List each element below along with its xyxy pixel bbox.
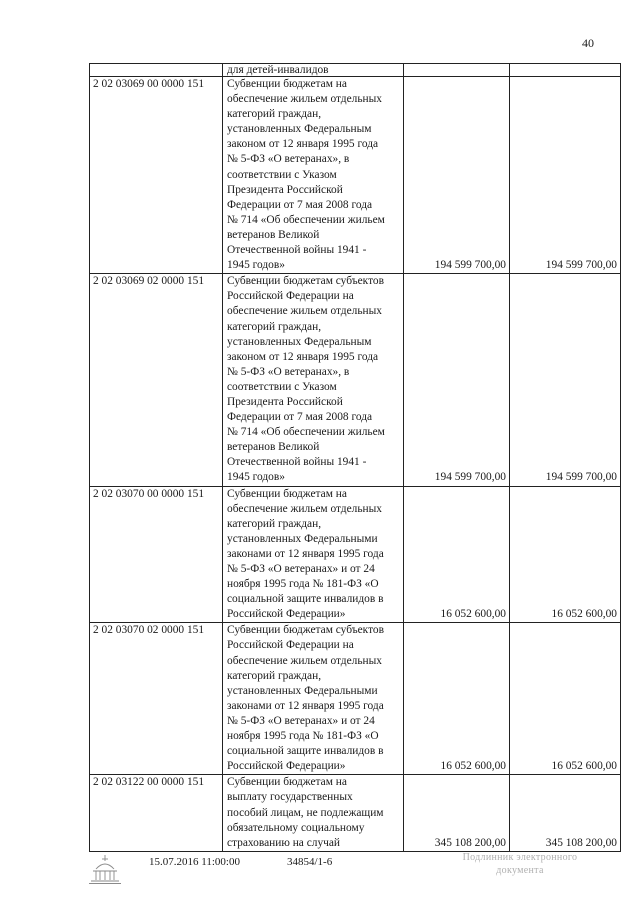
amount-cell: 16 052 600,00 xyxy=(510,623,621,775)
amount-cell: 345 108 200,00 xyxy=(510,775,621,851)
amount-cell xyxy=(404,64,510,77)
watermark-line: Подлинник электронного xyxy=(462,852,578,863)
code-cell: 2 02 03069 02 0000 151 xyxy=(90,274,223,486)
amount-cell: 194 599 700,00 xyxy=(510,274,621,486)
code-cell: 2 02 03070 02 0000 151 xyxy=(90,623,223,775)
amount-cell: 16 052 600,00 xyxy=(404,486,510,623)
document-timestamp: 15.07.2016 11:00:00 xyxy=(149,856,240,868)
name-cell xyxy=(223,623,404,775)
page-footer xyxy=(0,849,640,889)
amount-cell: 16 052 600,00 xyxy=(404,623,510,775)
name-cell xyxy=(223,77,404,274)
row-name: Субвенции бюджетам субъектов Российской Федерации на обеспечение жильем отдельных категорий граждан, установленных Федеральными законами от 12 января 1995 года № 5-ФЗ «О ветеранах» и от 24 ноября 1995 года № 181-ФЗ «О социальной защите инвалидов в Российской Федерации» xyxy=(227,624,384,773)
budget-table xyxy=(89,63,621,852)
row-name: Субвенции бюджетам на выплату государственных пособий лицам, не подлежащим обязательному социальному страхованию на случай xyxy=(227,776,384,849)
document-number: 34854/1-6 xyxy=(287,856,333,868)
amount-cell: 345 108 200,00 xyxy=(404,775,510,851)
code-cell: 2 02 03070 00 0000 151 xyxy=(90,486,223,623)
watermark-line: документа xyxy=(496,865,544,876)
amount-cell: 194 599 700,00 xyxy=(510,77,621,274)
code-cell xyxy=(90,64,223,77)
table-row xyxy=(90,623,621,775)
table-row xyxy=(90,486,621,623)
table-row xyxy=(90,274,621,486)
page-number: 40 xyxy=(582,36,594,50)
row-name: Субвенции бюджетам на обеспечение жильем отдельных категорий граждан, установленных Федеральным законом от 12 января 1995 года № 5-ФЗ «О ветеранах», в соответствии с Указом Президента Российской Федерации от 7 мая 2008 года № 714 «Об обеспечении жильем ветеранов Великой Отечественной войны 1941 - 1945 годов» xyxy=(227,78,385,272)
legislature-building-logo-icon xyxy=(88,853,122,885)
watermark xyxy=(445,851,595,877)
table-row xyxy=(90,77,621,274)
amount-cell xyxy=(510,64,621,77)
name-cell xyxy=(223,775,404,851)
table-row xyxy=(90,64,621,77)
amount-cell: 194 599 700,00 xyxy=(404,274,510,486)
name-cell xyxy=(223,64,404,77)
row-name: Субвенции бюджетам субъектов Российской Федерации на обеспечение жильем отдельных категорий граждан, установленных Федеральным законом от 12 января 1995 года № 5-ФЗ «О ветеранах», в соответствии с Указом Президента Российской Федерации от 7 мая 2008 года № 714 «Об обеспечении жильем ветеранов Великой Отечественной войны 1941 - 1945 годов» xyxy=(227,275,385,484)
row-name: Субвенции бюджетам на обеспечение жильем отдельных категорий граждан, установленных Федеральными законами от 12 января 1995 года № 5-ФЗ «О ветеранах» и от 24 ноября 1995 года № 181-ФЗ «О социальной защите инвалидов в Российской Федерации» xyxy=(227,487,384,621)
name-cell xyxy=(223,274,404,486)
amount-cell: 16 052 600,00 xyxy=(510,486,621,623)
continuation-text: для детей-инвалидов xyxy=(227,64,329,76)
code-cell: 2 02 03069 00 0000 151 xyxy=(90,77,223,274)
code-cell: 2 02 03122 00 0000 151 xyxy=(90,775,223,851)
table-row xyxy=(90,775,621,851)
amount-cell: 194 599 700,00 xyxy=(404,77,510,274)
name-cell xyxy=(223,486,404,623)
